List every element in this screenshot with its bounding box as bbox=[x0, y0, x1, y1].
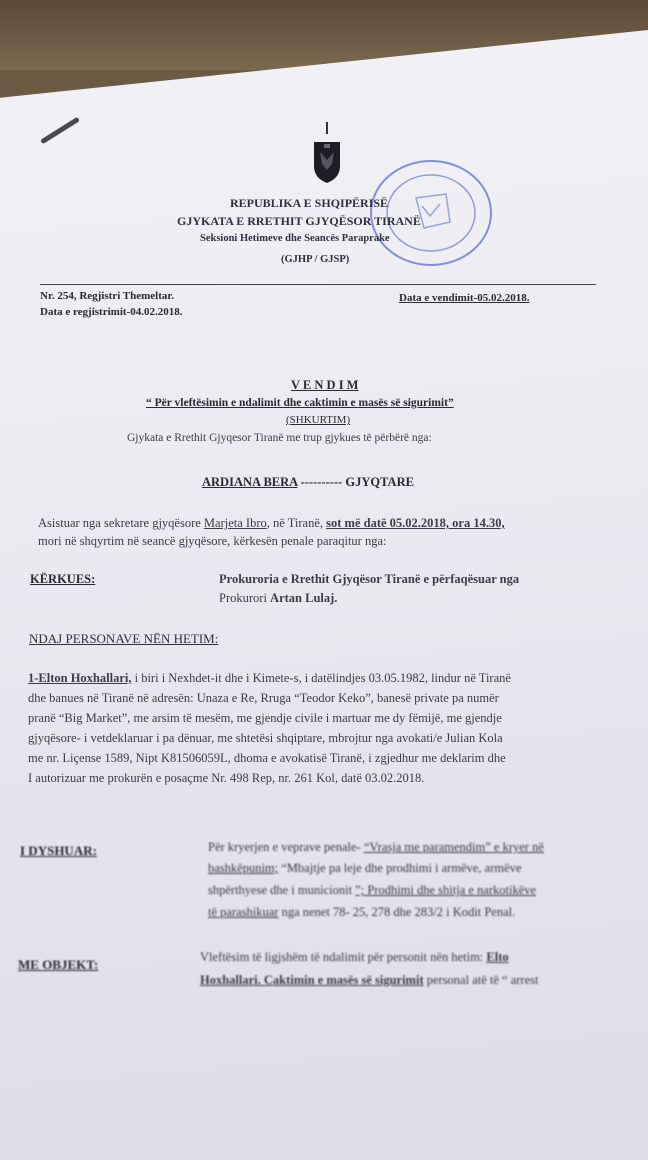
session-line-2: mori në shqyrtim në seancë gjyqësore, kërkesën penale paraqitur nga: bbox=[38, 534, 387, 548]
session-text: Asistuar nga sekretare gjyqësore bbox=[38, 516, 204, 530]
object-measure: Hoxhallari. Caktimin e masës së sigurimit bbox=[200, 973, 424, 987]
header-court: GJYKATA E RRETHIT GJYQËSOR TIRANË bbox=[177, 214, 421, 228]
court-stamp-icon bbox=[368, 158, 494, 268]
suspected-line-1 bbox=[208, 840, 544, 855]
object-line-2 bbox=[200, 973, 538, 988]
page-mark bbox=[326, 122, 328, 134]
session-datetime: sot më datë 05.02.2018, ora 14.30, bbox=[326, 516, 505, 530]
header-rule bbox=[40, 284, 596, 285]
prosecutor-title: Prokurori bbox=[219, 591, 271, 605]
session-line-1 bbox=[38, 516, 505, 531]
decision-date: Data e vendimit-05.02.2018. bbox=[399, 292, 530, 304]
object-label: ME OBJEKT: bbox=[18, 957, 99, 972]
document-note: (SHKURTIM) bbox=[286, 414, 351, 426]
requester-line-1: Prokuroria e Rrethit Gjyqësor Tiranë e përfaqësuar nga bbox=[219, 572, 520, 586]
suspected-line-4 bbox=[208, 905, 515, 920]
header-abbr: (GJHP / GJSP) bbox=[281, 254, 350, 265]
document-title: V E N D I M bbox=[291, 378, 359, 392]
offense-2: “Mbajtje pa leje dhe prodhimi i armëve, armëve bbox=[278, 861, 522, 875]
coat-of-arms-icon bbox=[312, 140, 342, 184]
person-details: i biri i Nexhdet-it dhe i Kimete-s, i datëlindjes 03.05.1982, lindur në Tiranë bbox=[131, 671, 511, 685]
suspected-line-2 bbox=[208, 861, 521, 876]
secretary-name: Marjeta Ibro bbox=[203, 516, 267, 530]
registry-date: Data e regjistrimit-04.02.2018. bbox=[40, 306, 183, 318]
persons-label: NDAJ PERSONAVE NËN HETIM: bbox=[29, 631, 219, 646]
offense-3: ”; Prodhimi dhe shitja e narkotikëve bbox=[355, 883, 537, 897]
registry-number: Nr. 254, Regjistri Themeltar. bbox=[40, 290, 175, 302]
offense-1-tail: bashkëpunim; bbox=[208, 861, 279, 875]
header-section: Seksioni Hetimeve dhe Seancës Paraprake bbox=[200, 233, 390, 244]
requester-line-2 bbox=[219, 591, 337, 606]
prosecutor-name: Artan Lulaj. bbox=[270, 591, 338, 605]
persons-line-4: gjyqësore- i vetdeklaruar i pa dënuar, me shtetësi shqiptare, mbrojtur nga avokati/e Julian Kola bbox=[28, 731, 503, 745]
session-place: , në Tiranë, bbox=[266, 516, 327, 530]
object-line-1 bbox=[200, 950, 509, 965]
persons-line-3: pranë “Big Market”, me arsim të mesëm, me gjendje civile i martuar me dy fëmijë, me gjendje bbox=[28, 711, 502, 725]
pen-mark bbox=[40, 117, 80, 145]
object-person-name: Elto bbox=[486, 950, 509, 964]
offense-1: “Vrasja me paramendim” e kryer në bbox=[363, 840, 544, 854]
object-text: Vleftësim të ligjshëm të ndalimit për personit nën hetim: bbox=[200, 950, 487, 964]
person-name: 1-Elton Hoxhallari, bbox=[28, 671, 132, 685]
persons-line-2: dhe banues në Tiranë në adresën: Unaza e Re, Rruga “Teodor Keko”, banesë private pa numër bbox=[28, 691, 499, 705]
persons-line-1 bbox=[28, 671, 511, 686]
object-measure-type: personal atë të “ arrest bbox=[423, 973, 539, 987]
suspected-text: Për kryerjen e veprave penale- bbox=[208, 840, 364, 854]
persons-line-5: me nr. Liçense 1589, Nipt K81506059L, dhoma e avokatisë Tiranë, i zgjedhur me deklarim dhe bbox=[28, 751, 506, 765]
requester-label: KËRKUES: bbox=[30, 572, 96, 586]
persons-line-6: I autorizuar me prokurën e posaçme Nr. 498 Rep, nr. 261 Kol, datë 03.02.2018. bbox=[28, 771, 425, 785]
suspected-label: I DYSHUAR: bbox=[20, 843, 97, 858]
header-republic: REPUBLIKA E SHQIPËRISË bbox=[230, 196, 389, 210]
judge-role: GJYQTARE bbox=[345, 475, 414, 489]
judge-name: ARDIANA BERA bbox=[202, 475, 298, 489]
court-composition: Gjykata e Rrethit Gjyqesor Tiranë me trup gjykues të përbërë nga: bbox=[127, 432, 432, 444]
penal-articles: nga nenet 78- 25, 278 dhe 283/2 i Kodit Penal. bbox=[278, 905, 516, 919]
suspected-line-3 bbox=[208, 883, 536, 898]
offense-2-tail: shpërthyese dhe i municionit bbox=[208, 883, 356, 897]
provided-by: të parashikuar bbox=[208, 905, 279, 919]
judge-line bbox=[202, 475, 414, 490]
judge-dashes: ---------- bbox=[300, 475, 343, 489]
document-subtitle: “ Për vleftësimin e ndalimit dhe caktimin e masës së sigurimit” bbox=[146, 397, 454, 409]
